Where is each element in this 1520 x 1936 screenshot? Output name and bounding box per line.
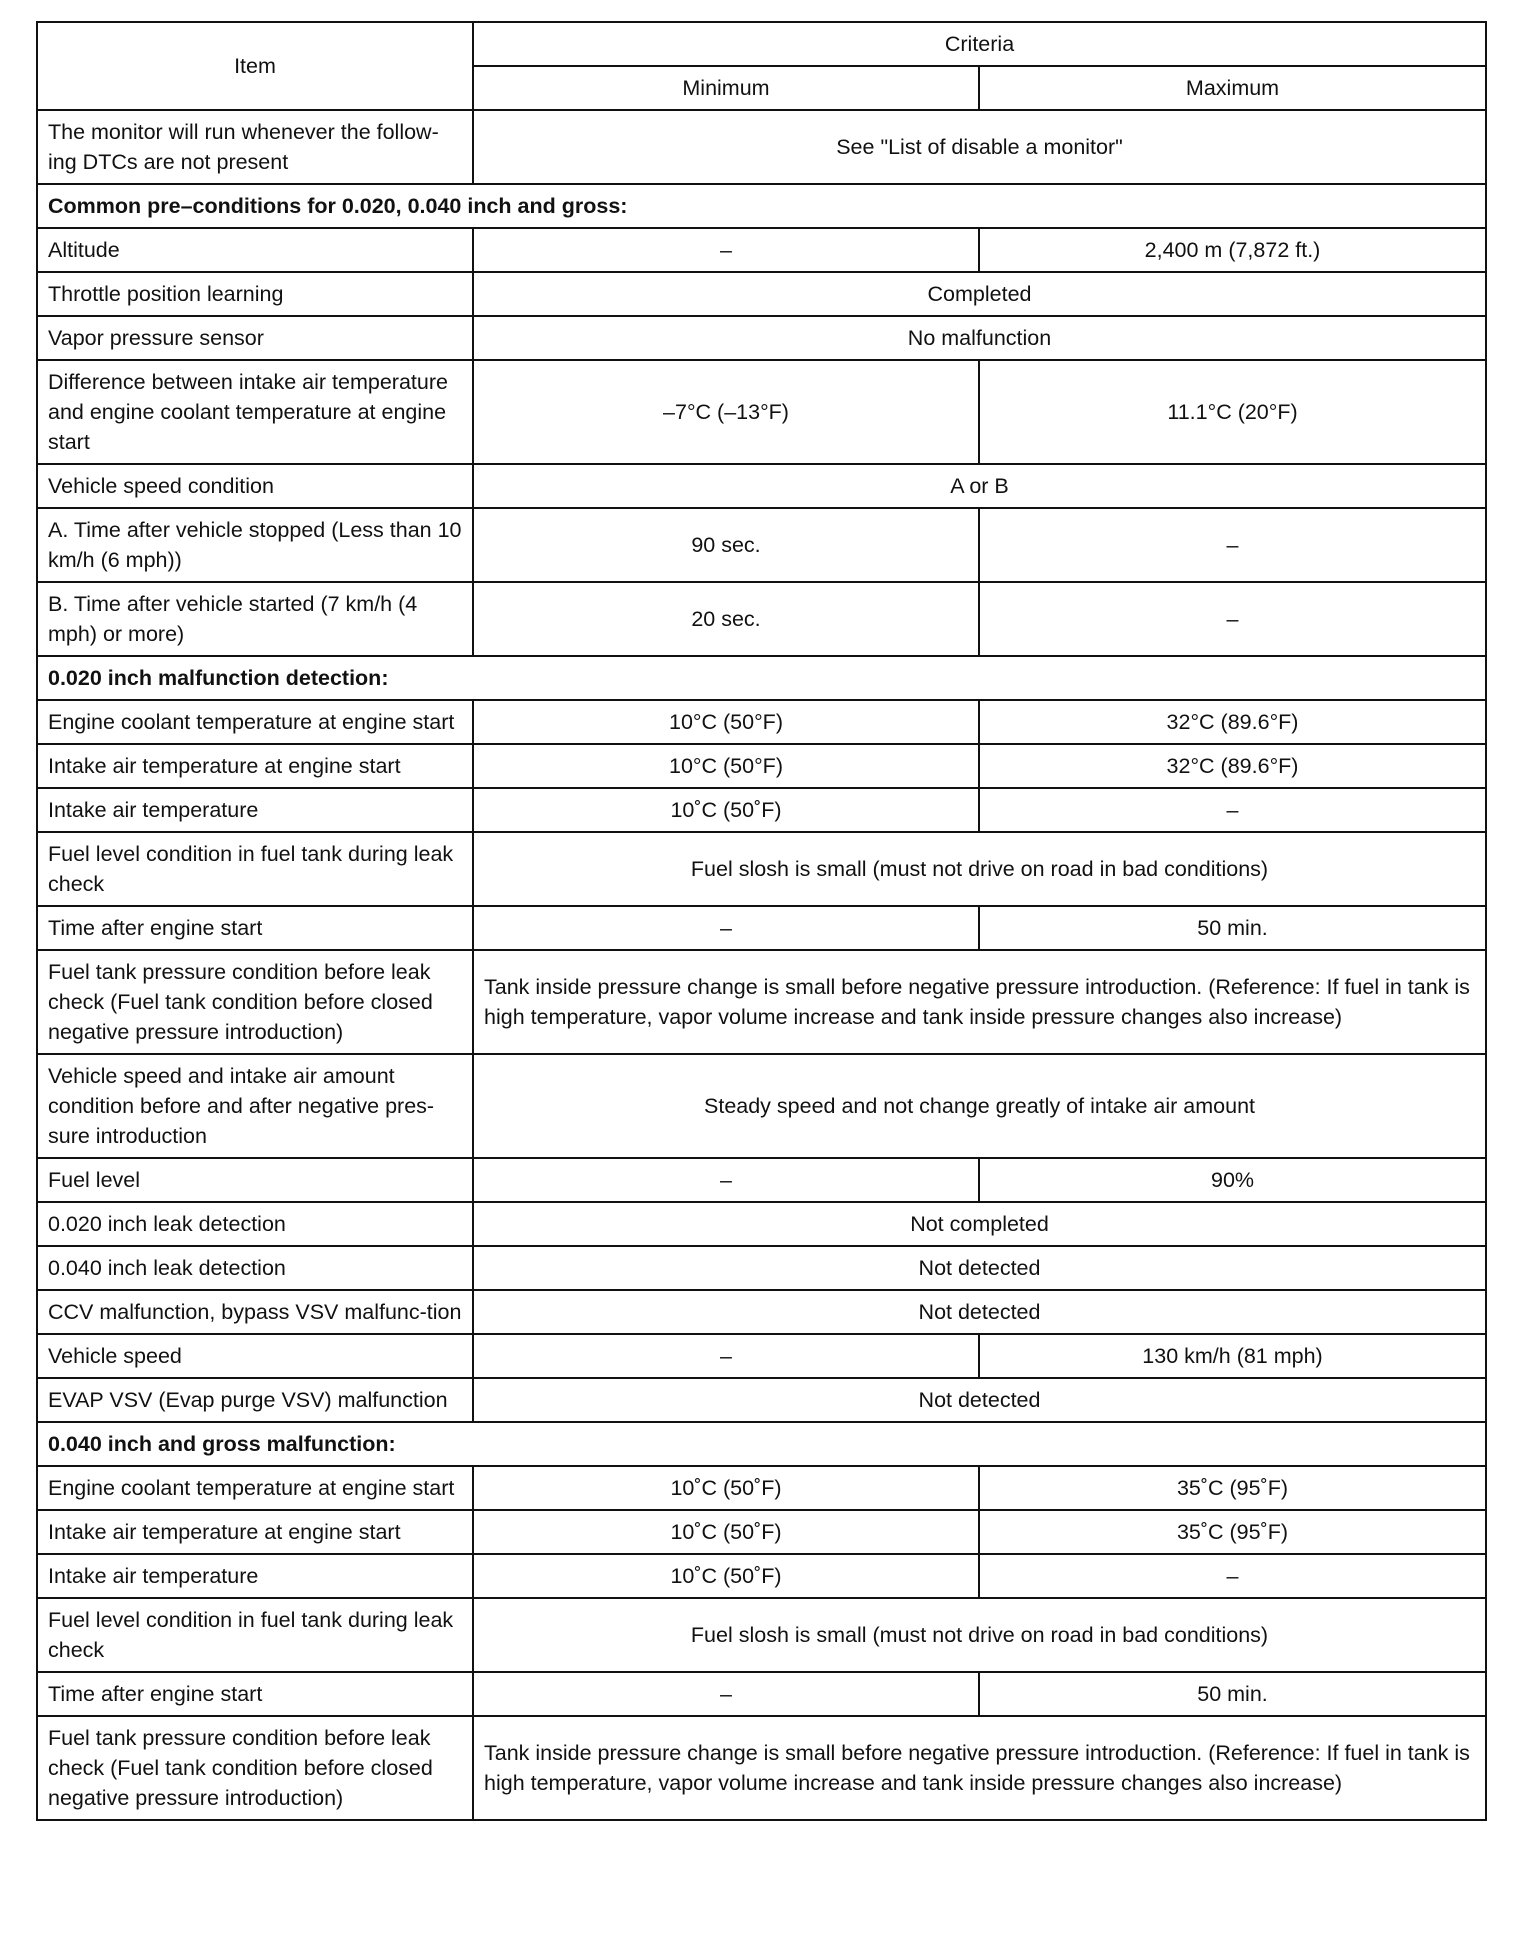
table-row <box>37 1466 1486 1510</box>
minimum-cell: 10˚C (50˚F) <box>473 1510 979 1554</box>
item-cell: 0.040 inch leak detection <box>37 1246 473 1290</box>
table-row <box>37 906 1486 950</box>
criteria-cell: Tank inside pressure change is small before negative pressure introduction. (Reference: If fuel in tank is high temperature, vapor volume increase and tank inside pressure changes also increase) <box>473 950 1486 1054</box>
item-cell: Fuel level <box>37 1158 473 1202</box>
maximum-cell: 32°C (89.6°F) <box>979 744 1486 788</box>
section-row <box>37 184 1486 228</box>
minimum-cell: 10˚C (50˚F) <box>473 1466 979 1510</box>
criteria-cell: Not completed <box>473 1202 1486 1246</box>
maximum-cell: – <box>979 582 1486 656</box>
table-row <box>37 228 1486 272</box>
table-row <box>37 744 1486 788</box>
criteria-cell: Not detected <box>473 1246 1486 1290</box>
criteria-header: Criteria <box>473 22 1486 66</box>
section-heading: Common pre–conditions for 0.020, 0.040 inch and gross: <box>37 184 1486 228</box>
criteria-cell: Not detected <box>473 1378 1486 1422</box>
table-row <box>37 1672 1486 1716</box>
table-row <box>37 700 1486 744</box>
minimum-cell: 10˚C (50˚F) <box>473 1554 979 1598</box>
table-row <box>37 950 1486 1054</box>
table-row <box>37 1554 1486 1598</box>
item-cell: Intake air temperature at engine start <box>37 1510 473 1554</box>
item-cell: Altitude <box>37 228 473 272</box>
criteria-cell: Steady speed and not change greatly of intake air amount <box>473 1054 1486 1158</box>
maximum-cell: 32°C (89.6°F) <box>979 700 1486 744</box>
table-row <box>37 272 1486 316</box>
item-cell: Fuel level condition in fuel tank during leak check <box>37 832 473 906</box>
item-cell: Vehicle speed condition <box>37 464 473 508</box>
criteria-table <box>36 21 1487 1821</box>
item-cell: The monitor will run whenever the follow-ing DTCs are not present <box>37 110 473 184</box>
minimum-cell: – <box>473 228 979 272</box>
table-row <box>37 316 1486 360</box>
item-cell: Intake air temperature <box>37 1554 473 1598</box>
criteria-cell: Not detected <box>473 1290 1486 1334</box>
maximum-cell: 2,400 m (7,872 ft.) <box>979 228 1486 272</box>
item-cell: A. Time after vehicle stopped (Less than 10 km/h (6 mph)) <box>37 508 473 582</box>
table-row <box>37 1716 1486 1820</box>
item-cell: Intake air temperature at engine start <box>37 744 473 788</box>
table-row <box>37 464 1486 508</box>
item-cell: Engine coolant temperature at engine start <box>37 700 473 744</box>
item-cell: Time after engine start <box>37 906 473 950</box>
table-row <box>37 508 1486 582</box>
maximum-cell: 90% <box>979 1158 1486 1202</box>
maximum-cell: 11.1°C (20°F) <box>979 360 1486 464</box>
criteria-body <box>37 110 1486 1820</box>
minimum-cell: 10°C (50°F) <box>473 700 979 744</box>
maximum-cell: 130 km/h (81 mph) <box>979 1334 1486 1378</box>
item-cell: Fuel tank pressure condition before leak check (Fuel tank condition before closed negative pressure introduction) <box>37 950 473 1054</box>
section-row <box>37 656 1486 700</box>
item-cell: Intake air temperature <box>37 788 473 832</box>
minimum-cell: – <box>473 1334 979 1378</box>
minimum-cell: – <box>473 1158 979 1202</box>
table-row <box>37 1598 1486 1672</box>
minimum-cell: 10°C (50°F) <box>473 744 979 788</box>
criteria-cell: See "List of disable a monitor" <box>473 110 1486 184</box>
table-row <box>37 1290 1486 1334</box>
minimum-header: Minimum <box>473 66 979 110</box>
item-cell: Throttle position learning <box>37 272 473 316</box>
table-row <box>37 1378 1486 1422</box>
maximum-cell: 35˚C (95˚F) <box>979 1466 1486 1510</box>
table-row <box>37 1054 1486 1158</box>
minimum-cell: – <box>473 1672 979 1716</box>
minimum-cell: 10˚C (50˚F) <box>473 788 979 832</box>
item-cell: Difference between intake air temperature and engine coolant temperature at engine start <box>37 360 473 464</box>
table-row <box>37 1246 1486 1290</box>
criteria-cell: Completed <box>473 272 1486 316</box>
maximum-cell: – <box>979 508 1486 582</box>
item-cell: Vehicle speed <box>37 1334 473 1378</box>
item-cell: Fuel tank pressure condition before leak check (Fuel tank condition before closed negative pressure introduction) <box>37 1716 473 1820</box>
item-cell: CCV malfunction, bypass VSV malfunc-tion <box>37 1290 473 1334</box>
section-heading: 0.020 inch malfunction detection: <box>37 656 1486 700</box>
table-row <box>37 832 1486 906</box>
table-row <box>37 1202 1486 1246</box>
table-row <box>37 582 1486 656</box>
minimum-cell: – <box>473 906 979 950</box>
header-row <box>37 22 1486 66</box>
minimum-cell: –7°C (–13°F) <box>473 360 979 464</box>
table-row <box>37 1510 1486 1554</box>
maximum-cell: 50 min. <box>979 906 1486 950</box>
item-header: Item <box>37 22 473 110</box>
item-cell: Fuel level condition in fuel tank during leak check <box>37 1598 473 1672</box>
item-cell: Engine coolant temperature at engine start <box>37 1466 473 1510</box>
criteria-cell: Fuel slosh is small (must not drive on road in bad conditions) <box>473 1598 1486 1672</box>
minimum-cell: 20 sec. <box>473 582 979 656</box>
table-row <box>37 1158 1486 1202</box>
criteria-cell: A or B <box>473 464 1486 508</box>
item-cell: EVAP VSV (Evap purge VSV) malfunction <box>37 1378 473 1422</box>
maximum-header: Maximum <box>979 66 1486 110</box>
maximum-cell: 35˚C (95˚F) <box>979 1510 1486 1554</box>
table-row <box>37 1334 1486 1378</box>
item-cell: Vapor pressure sensor <box>37 316 473 360</box>
table-row <box>37 788 1486 832</box>
criteria-cell: Fuel slosh is small (must not drive on road in bad conditions) <box>473 832 1486 906</box>
maximum-cell: 50 min. <box>979 1672 1486 1716</box>
criteria-cell: Tank inside pressure change is small before negative pressure introduction. (Reference: If fuel in tank is high temperature, vapor volume increase and tank inside pressure changes also increase) <box>473 1716 1486 1820</box>
item-cell: 0.020 inch leak detection <box>37 1202 473 1246</box>
table-row <box>37 110 1486 184</box>
minimum-cell: 90 sec. <box>473 508 979 582</box>
section-heading: 0.040 inch and gross malfunction: <box>37 1422 1486 1466</box>
item-cell: B. Time after vehicle started (7 km/h (4 mph) or more) <box>37 582 473 656</box>
item-cell: Vehicle speed and intake air amount condition before and after negative pres-sure introduction <box>37 1054 473 1158</box>
maximum-cell: – <box>979 788 1486 832</box>
item-cell: Time after engine start <box>37 1672 473 1716</box>
maximum-cell: – <box>979 1554 1486 1598</box>
section-row <box>37 1422 1486 1466</box>
criteria-cell: No malfunction <box>473 316 1486 360</box>
table-row <box>37 360 1486 464</box>
